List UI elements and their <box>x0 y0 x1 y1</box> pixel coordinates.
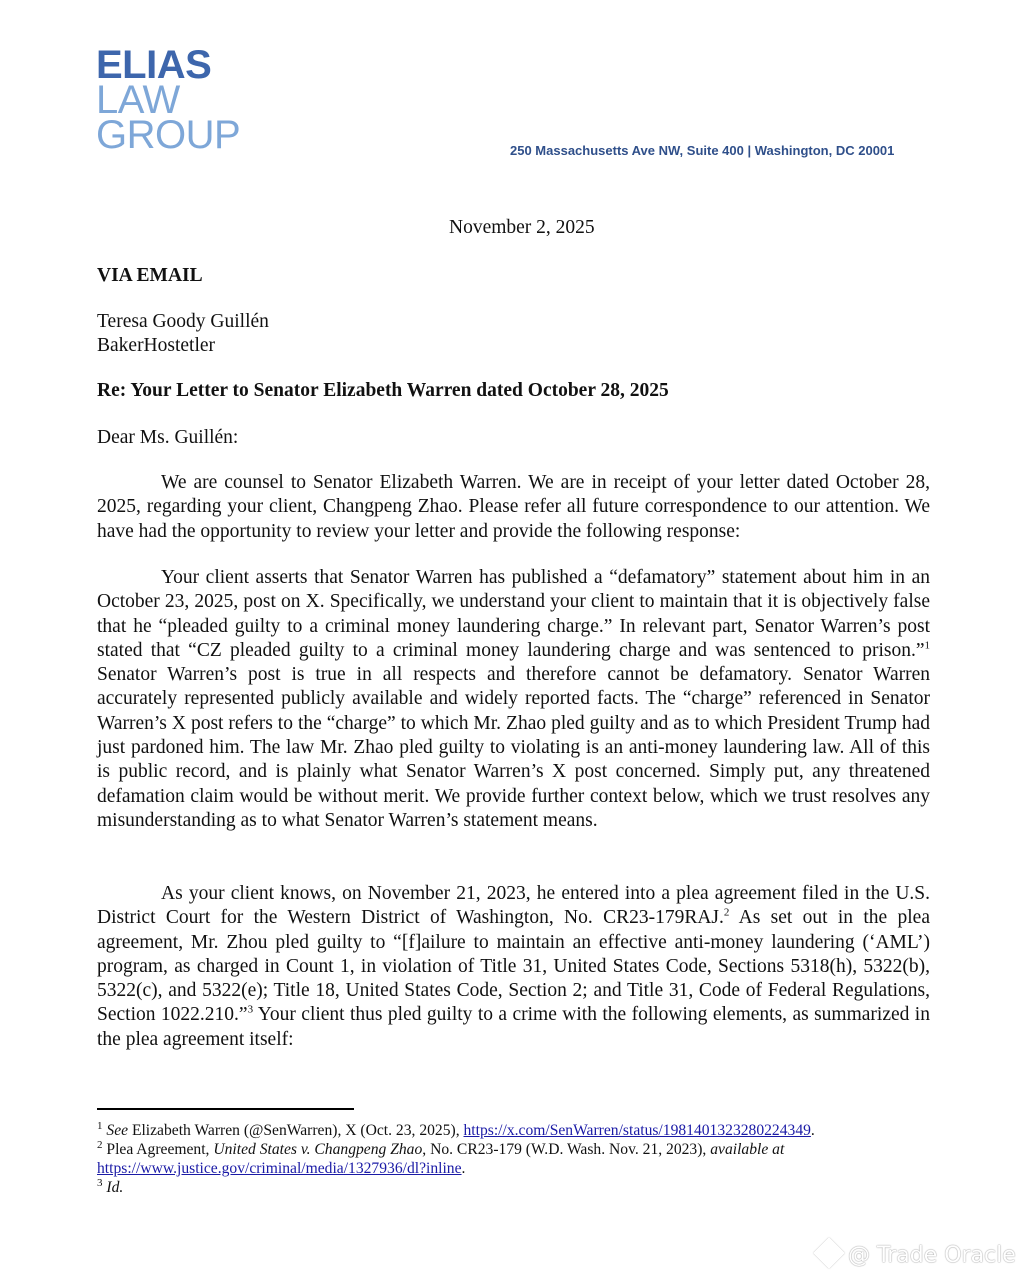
paragraph-text: Your client asserts that Senator Warren has published a “defamatory” statement about him in an October 23, 2025, post on X. Specifically, we understand your client to maintain that it is objectively false that he “pleaded guilty to a criminal money laundering charge.” In relevant part, Senator Warren’s post stated that “CZ pleaded guilty to a criminal money laundering charge and was sentenced to prison.” <box>97 567 930 661</box>
footnote-text: , No. CR23-179 (W.D. Wash. Nov. 21, 2023), <box>422 1141 711 1158</box>
signal-see: See <box>106 1122 129 1139</box>
footnote-number: 3 <box>97 1176 103 1189</box>
footnote-number: 1 <box>97 1119 103 1132</box>
logo-line-group: GROUP <box>96 113 241 157</box>
logo-line-law: LAW <box>96 78 180 122</box>
binance-diamond-icon <box>813 1237 844 1268</box>
paragraph-text: Your client thus pled guilty to a crime with the following elements, as summarized in the plea agreement itself: <box>97 1004 930 1050</box>
footnote-link[interactable]: https://www.justice.gov/criminal/media/1327936/dl?inline <box>97 1160 462 1177</box>
footnote-link[interactable]: https://x.com/SenWarren/status/1981401323280224349 <box>463 1122 811 1139</box>
footnote-ref[interactable]: 1 <box>924 639 930 652</box>
footnote-ref[interactable]: 2 <box>723 906 730 919</box>
paragraph-text: As your client knows, on November 21, 2023, he entered into a plea agreement filed in the U.S. District Court for the Western District of Washington, No. CR23-179RAJ. <box>97 883 930 929</box>
footnotes <box>97 1121 937 1197</box>
watermark <box>818 1242 1016 1268</box>
footnote-text: Plea Agreement, <box>102 1141 214 1158</box>
paragraph-text: Senator Warren’s post is true in all respects and therefore cannot be defamatory. Senator Warren accurately represented publicly available and widely reported facts. The “charge” referenced in Senator Warren’s X post refers to the “charge” to which Mr. Zhao pled guilty and as to which President Trump had just pardoned him. The law Mr. Zhao pled guilty to violating is an anti-money laundering law. All of this is public record, and is plainly what Senator Warren’s X post concerned. Simply put, any threatened defamation claim would be without merit. We provide further context below, which we trust resolves any misunderstanding as to what Senator Warren’s statement means. <box>97 664 930 831</box>
subject-line: Re: Your Letter to Senator Elizabeth Warren dated October 28, 2025 <box>97 380 669 401</box>
footnote-1 <box>97 1121 937 1140</box>
recipient-name: Teresa Goody Guillén <box>97 311 269 332</box>
firm-address: 250 Massachusetts Ave NW, Suite 400 | Washington, DC 20001 <box>510 143 895 158</box>
paragraph-text: As set out in the plea agreement, Mr. Zhou pled guilty to “[f]ailure to maintain an effective anti-money laundering (‘AML’) program, as charged in Count 1, in violation of Title 31, United States Code, Sections 5318(h), 5322(b), 5322(c), and 5322(e); Title 18, United States Code, Section 2; and Title 31, Code of Federal Regulations, Section 1022.210.” <box>97 907 930 1026</box>
footnote-ref[interactable]: 3 <box>247 1003 254 1016</box>
footnote-text: . <box>461 1160 466 1177</box>
footnote-text: . <box>810 1122 815 1139</box>
logo-line-elias: ELIAS <box>96 43 212 87</box>
watermark-text: @ Trade Oracle <box>848 1243 1016 1268</box>
recipient-block <box>97 310 269 359</box>
salutation: Dear Ms. Guillén: <box>97 427 239 448</box>
footnote-text: Id. <box>106 1179 124 1196</box>
delivery-method: VIA EMAIL <box>97 265 203 286</box>
case-name: United States v. Changpeng Zhao <box>213 1141 423 1158</box>
footnote-3 <box>97 1178 937 1197</box>
body-paragraph-2 <box>97 566 930 833</box>
firm-logo <box>96 43 241 157</box>
recipient-firm: BakerHostetler <box>97 335 216 357</box>
letter-date: November 2, 2025 <box>449 217 595 238</box>
footnote-text: available at <box>710 1141 785 1158</box>
body-paragraph-1: We are counsel to Senator Elizabeth Warren. We are in receipt of your letter dated October 28, 2025, regarding your client, Changpeng Zhao. Please refer all future correspondence to our attention. We have had the opportunity to review your letter and provide the following response: <box>97 472 930 542</box>
footnote-2 <box>97 1140 937 1178</box>
body-paragraph-3 <box>97 882 930 1052</box>
footnote-text: Elizabeth Warren (@SenWarren), X (Oct. 23, 2025), <box>128 1122 464 1139</box>
footnote-number: 2 <box>97 1138 103 1151</box>
footnote-divider <box>97 1108 354 1110</box>
